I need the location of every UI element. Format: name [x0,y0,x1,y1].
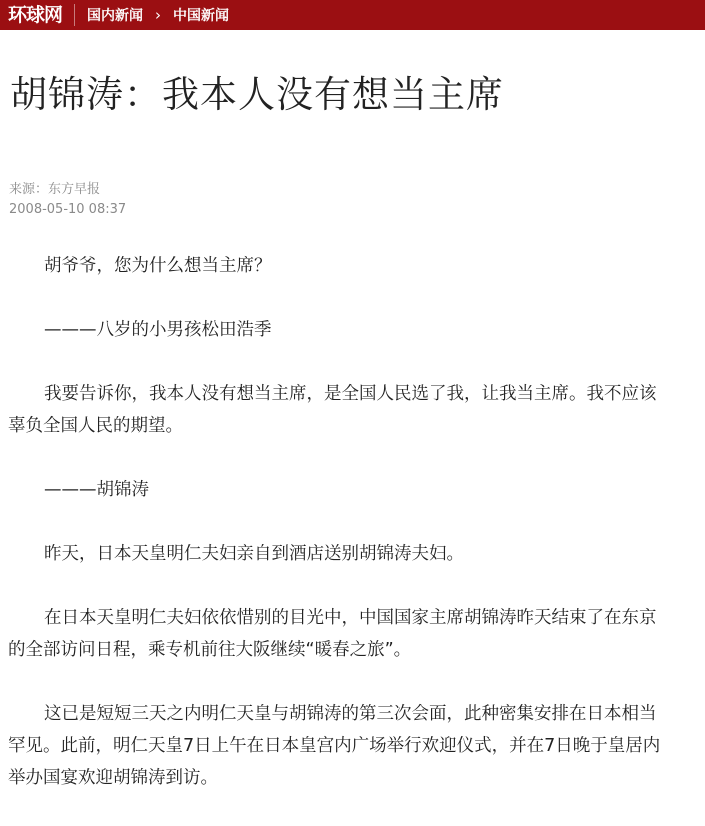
article-paragraph: 胡爷爷，您为什么想当主席？ [44,256,272,276]
article-paragraph: ———八岁的小男孩松田浩季 [44,320,272,340]
nav-domestic-news[interactable]: 国内新闻 [87,8,144,24]
nav-china-news[interactable]: 中国新闻 [173,8,230,24]
article-body [8,250,668,826]
article-paragraph: 我要告诉你，我本人没有想当主席，是全国人民选了我，让我当主席。我不应该辜负全国人民的期望。 [8,384,657,436]
chevron-right-icon: › [155,6,162,24]
article-paragraph: 这已是短短三天之内明仁天皇与胡锦涛的第三次会面，此种密集安排在日本相当罕见。此前，明仁天皇7日上午在日本皇宫内广场举行欢迎仪式，并在7日晚于皇居内举办国宴欢迎胡锦涛到访。 [8,704,661,788]
breadcrumb [87,5,229,25]
article-paragraph: ———胡锦涛 [44,480,149,500]
article-date: 2008-05-10 08:37 [9,202,127,217]
article-title: 胡锦涛：我本人没有想当主席 [10,73,504,116]
article-paragraph: 在日本天皇明仁夫妇依依惜别的目光中，中国国家主席胡锦涛昨天结束了在东京的全部访问日程，乘专机前往大阪继续“暖春之旅”。 [8,608,657,660]
article-paragraph: 昨天，日本天皇明仁夫妇亲自到酒店送别胡锦涛夫妇。 [44,544,464,564]
article-source: 来源：东方早报 [9,182,101,197]
article-meta [9,180,126,220]
site-logo[interactable]: 环球网 [8,4,75,26]
site-header [0,0,705,30]
